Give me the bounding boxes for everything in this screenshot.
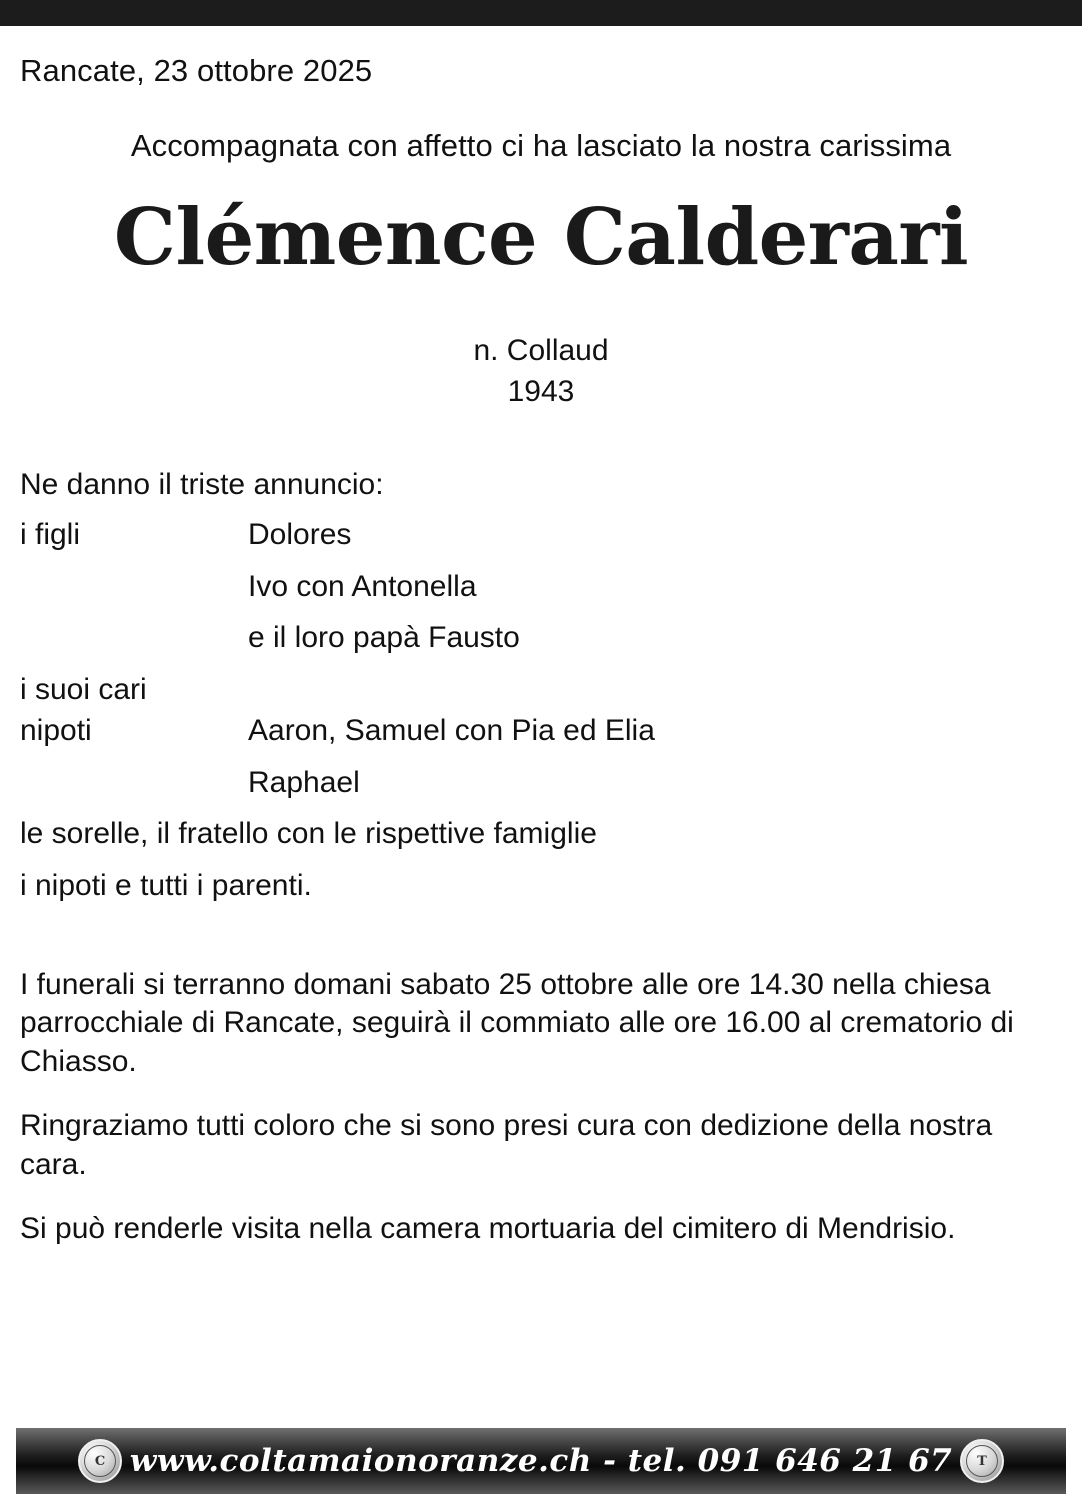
seal-left-mark: C (84, 1445, 116, 1477)
funeral-paragraph-thanks: Ringraziamo tutti coloro che si sono presi cura con dedizione della nostra cara. (20, 1109, 993, 1181)
relative-value: Raphael (248, 765, 360, 799)
relative-row (20, 568, 1066, 606)
relative-value: Aaron, Samuel con Pia ed Elia (248, 714, 655, 748)
relative-label: i suoi cari (20, 672, 147, 706)
relative-value: Ivo con Antonella (248, 569, 477, 603)
funeral-paragraph-service: I funerali si terranno domani sabato 25 ottobre alle ore 14.30 nella chiesa parrocchiale di Rancate, seguirà il commiato alle ore 16.00 al crematorio di Chiasso. (20, 968, 1014, 1078)
announce-lead: Ne danno il triste annuncio: (20, 468, 384, 502)
date-line: Rancate, 23 ottobre 2025 (20, 53, 373, 88)
funeral-details (20, 966, 1066, 1248)
seal-left-icon (78, 1439, 122, 1483)
footer-banner (16, 1428, 1066, 1494)
extra-line-sisters-brother: le sorelle, il fratello con le rispettive famiglie (20, 817, 597, 851)
relatives-list (20, 516, 1066, 801)
relative-row (20, 619, 1066, 657)
deceased-name: Clémence Calderari (113, 192, 969, 284)
relative-row (20, 671, 1066, 709)
relative-value: e il loro papà Fausto (248, 621, 520, 655)
relative-row (20, 516, 1066, 554)
relative-row (20, 712, 1066, 750)
relative-label: i figli (20, 518, 81, 552)
relative-value: Dolores (248, 518, 352, 552)
extra-line-grandchildren-relatives: i nipoti e tutti i parenti. (20, 868, 312, 902)
born-name: n. Collaud (473, 334, 609, 368)
birth-year: 1943 (507, 374, 575, 408)
notice-content (16, 0, 1066, 1248)
seal-right-icon (960, 1439, 1004, 1483)
relative-label: nipoti (20, 714, 92, 748)
seal-right-mark: T (966, 1445, 998, 1477)
intro-line: Accompagnata con affetto ci ha lasciato la nostra carissima (130, 128, 952, 164)
relative-row (20, 764, 1066, 802)
funeral-paragraph-visitation: Si può renderle visita nella camera mortuaria del cimitero di Mendrisio. (20, 1212, 956, 1246)
footer-contact-text[interactable]: www.coltamaionoranze.ch - tel. 091 646 21 67 (129, 1443, 953, 1479)
